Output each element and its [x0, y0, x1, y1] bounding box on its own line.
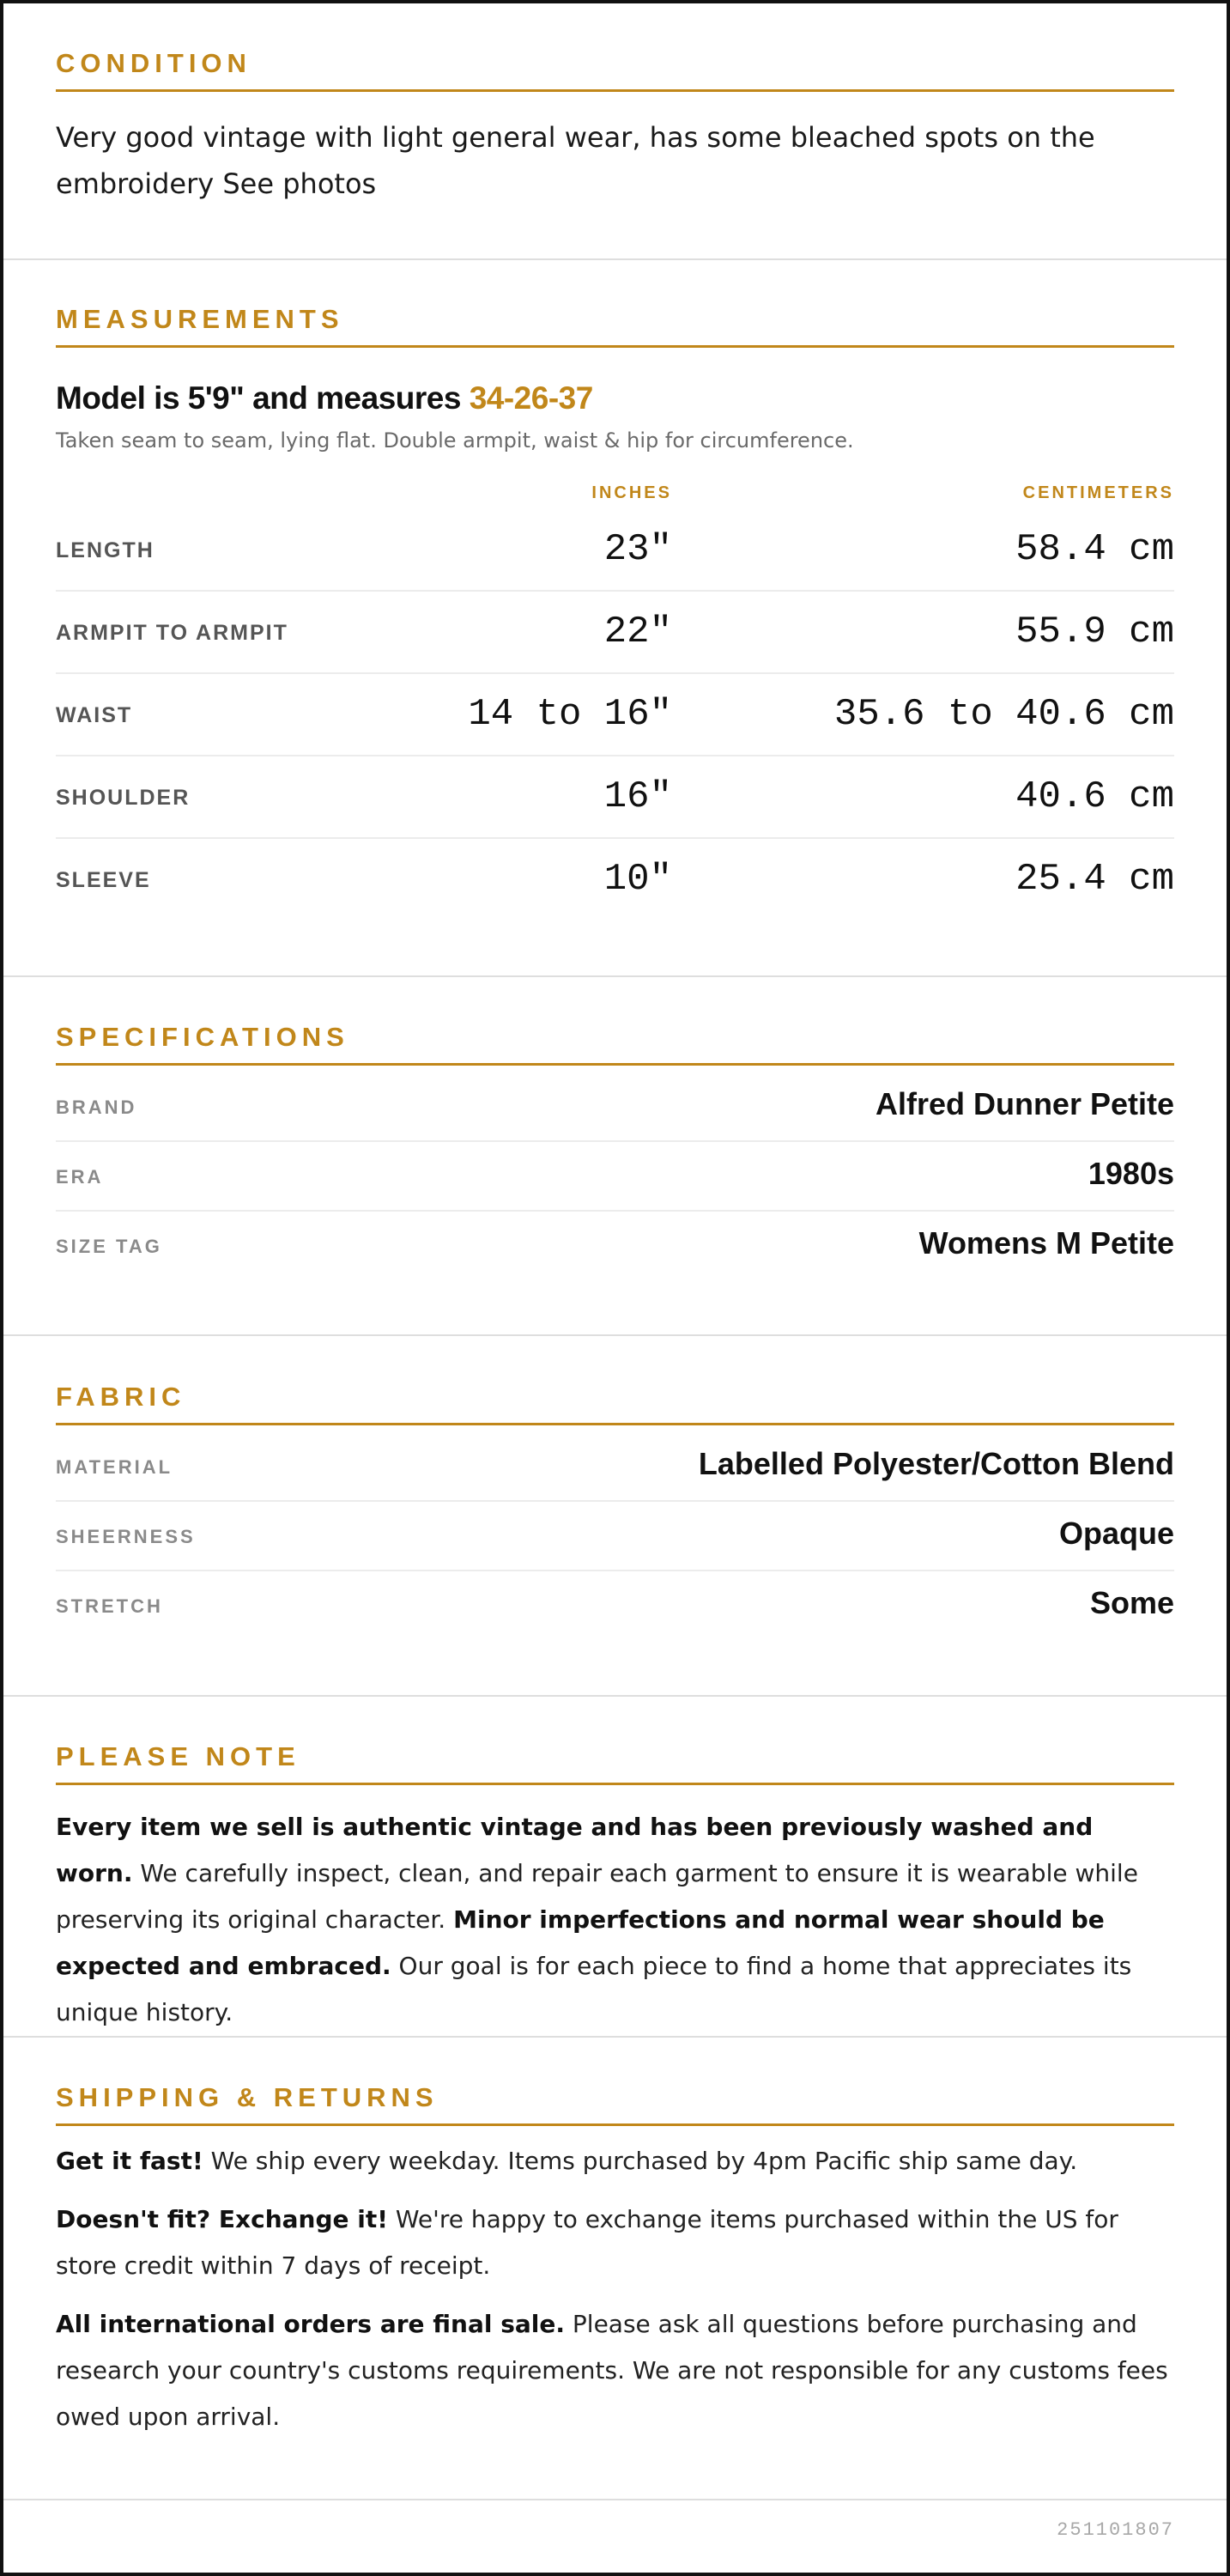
model-prefix: Model is 5'9" and measures	[56, 380, 461, 416]
measurements-section	[3, 304, 1227, 920]
measure-note: Taken seam to seam, lying flat. Double armpit, waist & hip for circumference.	[56, 428, 854, 453]
measure-inches: 14 to 16"	[468, 693, 672, 736]
fabric-list	[56, 1432, 1174, 1639]
measure-inches: 10"	[603, 858, 672, 901]
fabric-value: Labelled Polyester/Cotton Blend	[698, 1446, 1174, 1481]
model-stats: 34-26-37	[469, 380, 593, 416]
measure-row	[56, 674, 1174, 756]
measure-label: ARMPIT TO ARMPIT	[56, 621, 288, 645]
spec-key: BRAND	[56, 1097, 137, 1118]
measure-inches: 23"	[603, 528, 672, 571]
please-note-heading: PLEASE NOTE	[56, 1741, 1174, 1785]
fabric-heading: FABRIC	[56, 1382, 1174, 1425]
shipping-heading: SHIPPING & RETURNS	[56, 2082, 1174, 2126]
fabric-row	[56, 1571, 1174, 1639]
note-bold-2: Minor imperfections and normal wear should be expected and embraced.	[56, 1905, 1105, 1980]
measure-cm: 58.4 cm	[1015, 528, 1174, 571]
please-note-text	[56, 1804, 1174, 2036]
spec-value: Womens M Petite	[918, 1225, 1174, 1261]
fabric-value: Opaque	[1058, 1516, 1174, 1551]
divider	[3, 2499, 1227, 2500]
note-bold-1: Every item we sell is authentic vintage and has been previously washed and worn.	[56, 1813, 1094, 1887]
condition-text: Very good vintage with light general wear, has some bleached spots on the embroidery See photos	[56, 121, 1095, 200]
shipping-international-text: Please ask all questions before purchasing and research your country's customs requirements. We are not responsible for any customs fees owed upon arrival.	[56, 2310, 1168, 2431]
spec-key: ERA	[56, 1166, 104, 1188]
shipping-exchange-bold: Doesn't fit? Exchange it!	[56, 2205, 388, 2233]
measure-row	[56, 592, 1174, 674]
condition-heading: CONDITION	[56, 48, 1174, 92]
note-text-1: We carefully inspect, clean, and repair each garment to ensure it is wearable while preserving its original character.	[56, 1859, 1138, 1934]
measure-cm: 40.6 cm	[1015, 775, 1174, 818]
fabric-section	[3, 1382, 1227, 1639]
fabric-key: MATERIAL	[56, 1456, 173, 1478]
measure-table	[56, 509, 1174, 920]
note-text-2: Our goal is for each piece to find a home that appreciates its unique history.	[56, 1952, 1132, 2026]
fabric-row	[56, 1432, 1174, 1502]
shipping-exchange	[56, 2196, 1174, 2289]
measure-label: LENGTH	[56, 538, 155, 562]
col-centimeters: CENTIMETERS	[1022, 483, 1174, 502]
divider	[3, 1695, 1227, 1697]
divider	[3, 258, 1227, 260]
spec-row	[56, 1072, 1174, 1142]
measure-cm: 35.6 to 40.6 cm	[833, 693, 1174, 736]
measure-label: SHOULDER	[56, 786, 191, 810]
spec-row	[56, 1212, 1174, 1279]
shipping-fast-text: We ship every weekday. Items purchased by 4pm Pacific ship same day.	[203, 2147, 1078, 2175]
fabric-value: Some	[1089, 1585, 1174, 1620]
fabric-key: SHEERNESS	[56, 1526, 196, 1547]
measure-columns-header	[56, 478, 1174, 509]
spec-list	[56, 1072, 1174, 1279]
model-measures	[56, 380, 1174, 416]
specifications-heading: SPECIFICATIONS	[56, 1022, 1174, 1066]
condition-section	[3, 48, 1227, 207]
divider	[3, 1334, 1227, 1336]
shipping-international-bold: All international orders are final sale.	[56, 2310, 566, 2338]
measure-label: SLEEVE	[56, 868, 151, 892]
shipping-exchange-text: We're happy to exchange items purchased within the US for store credit within 7 days of receipt.	[56, 2205, 1118, 2280]
measure-cm: 25.4 cm	[1015, 858, 1174, 901]
fabric-key: STRETCH	[56, 1595, 163, 1617]
measure-label: WAIST	[56, 703, 133, 727]
fabric-row	[56, 1502, 1174, 1571]
divider	[3, 975, 1227, 977]
measure-inches: 16"	[603, 775, 672, 818]
divider	[3, 2036, 1227, 2038]
please-note-section	[3, 1741, 1227, 2036]
spec-value: Alfred Dunner Petite	[875, 1086, 1174, 1121]
shipping-international	[56, 2301, 1174, 2440]
measurements-heading: MEASUREMENTS	[56, 304, 1174, 348]
shipping-fast-bold: Get it fast!	[56, 2147, 203, 2175]
measure-inches: 22"	[603, 611, 672, 653]
spec-key: SIZE TAG	[56, 1236, 162, 1257]
spec-value: 1980s	[1088, 1156, 1174, 1191]
measure-row	[56, 839, 1174, 920]
measure-row	[56, 756, 1174, 839]
measure-row	[56, 509, 1174, 592]
measure-cm: 55.9 cm	[1015, 611, 1174, 653]
specifications-section	[3, 1022, 1227, 1279]
shipping-fast	[56, 2138, 1174, 2184]
item-code: 251101807	[1057, 2519, 1174, 2541]
col-inches: INCHES	[591, 483, 672, 502]
shipping-section	[3, 2082, 1227, 2440]
spec-row	[56, 1142, 1174, 1212]
